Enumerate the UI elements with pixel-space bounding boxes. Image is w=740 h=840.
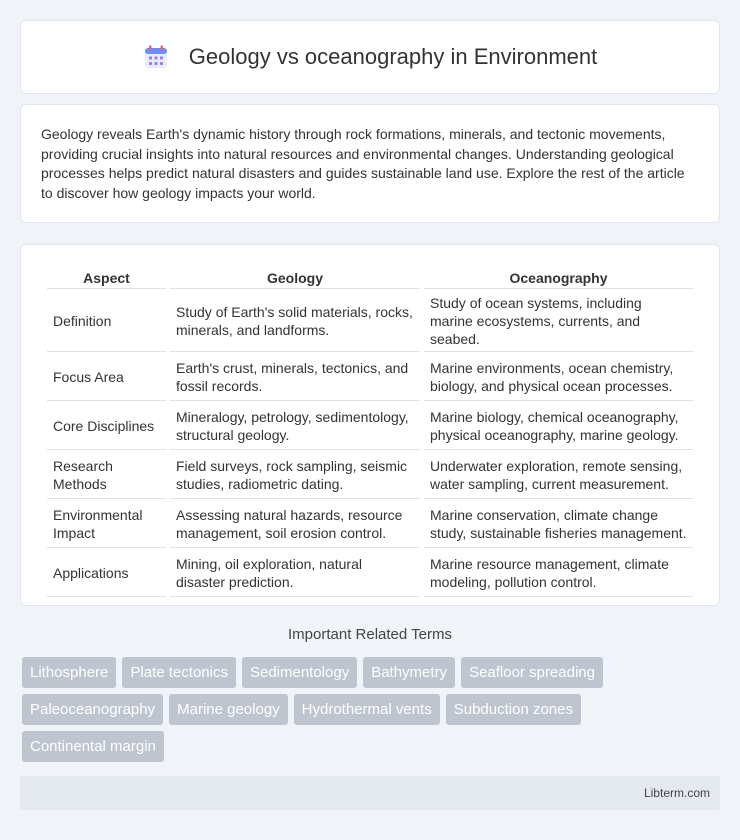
footer: [20, 776, 720, 810]
aspect-cell: Definition: [47, 291, 166, 352]
table-row: [47, 550, 693, 597]
term-tag[interactable]: Plate tectonics: [122, 657, 236, 688]
aspect-cell: Applications: [47, 550, 166, 597]
term-tag[interactable]: Lithosphere: [22, 657, 116, 688]
header-oceanography: Oceanography: [424, 267, 693, 289]
related-terms-list: [22, 657, 722, 768]
table-row: [47, 291, 693, 352]
geology-cell: Mineralogy, petrology, sedimentology, structural geology.: [170, 403, 420, 450]
geology-cell: Mining, oil exploration, natural disaster prediction.: [170, 550, 420, 597]
table-row: [47, 354, 693, 401]
geology-cell: Study of Earth's solid materials, rocks, minerals, and landforms.: [170, 291, 420, 352]
aspect-cell: Research Methods: [47, 452, 166, 499]
term-tag[interactable]: Marine geology: [169, 694, 288, 725]
geology-cell: Field surveys, rock sampling, seismic studies, radiometric dating.: [170, 452, 420, 499]
related-terms-title: Important Related Terms: [288, 626, 452, 643]
oceanography-cell: Underwater exploration, remote sensing, water sampling, current measurement.: [424, 452, 693, 499]
aspect-cell: Environmental Impact: [47, 501, 166, 548]
term-tag[interactable]: Sedimentology: [242, 657, 357, 688]
aspect-cell: Core Disciplines: [47, 403, 166, 450]
term-tag[interactable]: Continental margin: [22, 731, 164, 762]
header-card: [20, 20, 720, 94]
table-row: [47, 501, 693, 548]
oceanography-cell: Marine environments, ocean chemistry, biology, and physical ocean processes.: [424, 354, 693, 401]
intro-card: [20, 104, 720, 223]
header-aspect: Aspect: [47, 267, 166, 289]
footer-brand-link[interactable]: Libterm.com: [643, 786, 710, 800]
header-geology: Geology: [170, 267, 420, 289]
term-tag[interactable]: Subduction zones: [446, 694, 581, 725]
oceanography-cell: Study of ocean systems, including marine ecosystems, currents, and seabed.: [424, 291, 693, 352]
comparison-table: [43, 265, 697, 599]
geology-cell: Assessing natural hazards, resource management, soil erosion control.: [170, 501, 420, 548]
calendar-icon: [143, 44, 169, 70]
oceanography-cell: Marine conservation, climate change study, sustainable fisheries management.: [424, 501, 693, 548]
aspect-cell: Focus Area: [47, 354, 166, 401]
term-tag[interactable]: Bathymetry: [363, 657, 455, 688]
table-header-row: [47, 267, 693, 289]
term-tag[interactable]: Hydrothermal vents: [294, 694, 440, 725]
table-row: [47, 452, 693, 499]
intro-text: Geology reveals Earth's dynamic history through rock formations, minerals, and tectonic movements, providing crucial insights into natural resources and environmental changes. Understanding geological processes helps predict natural disasters and guides sustainable land use. Explore the rest of the article to discover how geology impacts your world.: [41, 126, 685, 201]
page-title: Geology vs oceanography in Environment: [188, 44, 598, 69]
term-tag[interactable]: Paleoceanography: [22, 694, 163, 725]
comparison-card: [20, 244, 720, 606]
term-tag[interactable]: Seafloor spreading: [461, 657, 603, 688]
oceanography-cell: Marine biology, chemical oceanography, physical oceanography, marine geology.: [424, 403, 693, 450]
geology-cell: Earth's crust, minerals, tectonics, and fossil records.: [170, 354, 420, 401]
table-row: [47, 403, 693, 450]
oceanography-cell: Marine resource management, climate modeling, pollution control.: [424, 550, 693, 597]
